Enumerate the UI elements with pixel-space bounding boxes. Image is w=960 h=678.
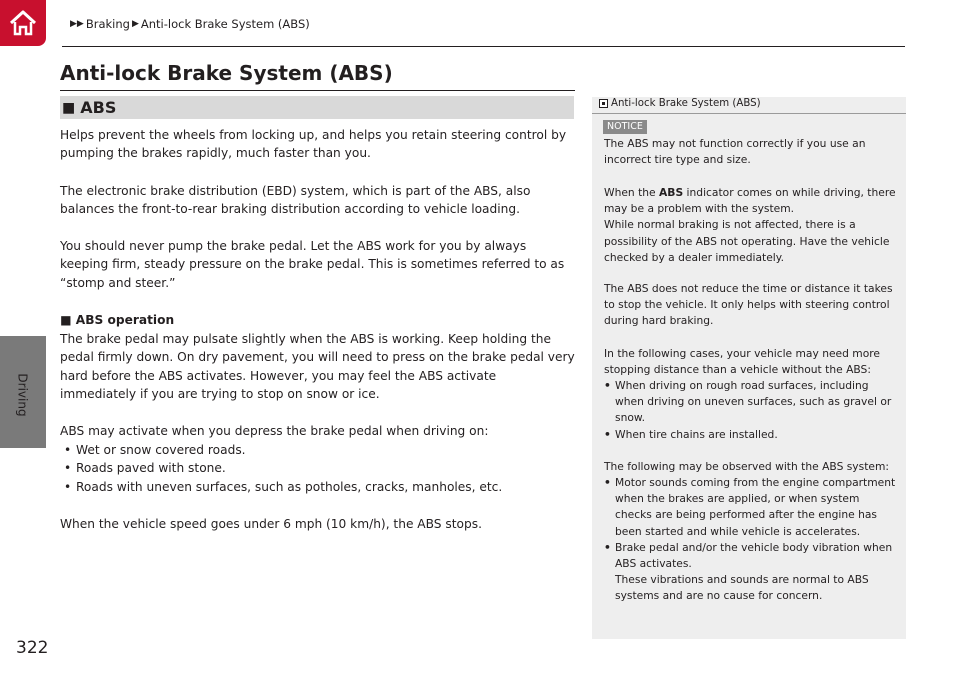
list-item [604,540,896,605]
sidebar-heading [599,98,761,109]
page-title: Anti-lock Brake System (ABS) [60,61,393,85]
indicator-text-post: indicator comes on while driving, there may be a problem with the system. [604,186,896,216]
title-divider [60,90,575,91]
list-item: • When driving on rough road surfaces, including when driving on uneven surfaces, such as gravel or snow. [604,378,896,427]
sidebar-paragraph [604,185,896,266]
section-heading-text: ABS [80,98,117,117]
abs-indicator-name: ABS [659,186,684,199]
breadcrumb-current: Anti-lock Brake System (ABS) [140,17,310,31]
body-paragraph: When the vehicle speed goes under 6 mph (10 km/h), the ABS stops. [60,517,482,531]
sidebar-paragraph: The following may be observed with the ABS system: [604,460,889,473]
list-item: • Roads paved with stone. [60,459,575,477]
indicator-text-pre: When the [604,186,660,199]
case-list [604,378,896,443]
sidebar-divider [592,113,906,114]
body-paragraph: The brake pedal may pulsate slightly when the ABS is working. Keep holding the pedal firmly down. On dry pavement, you will need to press on the brake pedal very hard before the ABS activates. However, you may feel the ABS activate immediately if you are trying to stop on snow or ice. [60,332,575,401]
observed-note: These vibrations and sounds are normal to ABS systems and are no cause for concern. [615,573,869,603]
triangle-right-icon: ▶▶ [70,19,84,29]
sidebar-paragraph: In the following cases, your vehicle may need more stopping distance than a vehicle without the ABS: [604,347,880,377]
body-paragraph: ABS may activate when you depress the brake pedal when driving on: [60,424,489,438]
notice-badge: NOTICE [603,120,647,134]
list-item: • When tire chains are installed. [604,427,896,443]
body-paragraph: You should never pump the brake pedal. Let the ABS work for you by always keeping firm, steady pressure on the brake pedal. This is sometimes referred to as “stomp and steer.” [60,239,565,290]
breadcrumb-link-braking[interactable]: Braking [85,17,130,31]
list-item-text: Brake pedal and/or the vehicle body vibration when ABS activates. [615,540,893,571]
breadcrumb [70,17,310,31]
black-square-icon: ■ [62,99,76,116]
condition-list [60,441,575,496]
black-square-icon: ■ [60,313,76,327]
subsection-heading-text: ABS operation [75,313,175,327]
sidebar-paragraph: While normal braking is not affected, there is a possibility of the ABS not operating. Have the vehicle checked by a dealer immediately. [604,218,890,264]
body-paragraph: The electronic brake distribution (EBD) system, which is part of the ABS, also balances the front-to-rear braking distribution according to vehicle loading. [60,184,531,217]
sidebar-paragraph: The ABS does not reduce the time or distance it takes to stop the vehicle. It only helps with steering control during hard braking. [604,282,893,328]
chapter-tab-label: Driving [16,373,31,417]
home-button[interactable] [0,0,46,46]
list-item: • Motor sounds coming from the engine compartment when the brakes are applied, or when system checks are being performed after the engine has been started and while vehicle is accelerates. [604,475,896,540]
observed-list [604,475,896,605]
list-item: • Wet or snow covered roads. [60,441,575,459]
reference-icon [599,99,608,108]
list-item: • Roads with uneven surfaces, such as potholes, cracks, manholes, etc. [60,478,575,496]
triangle-right-icon: ▶ [131,19,139,29]
page-number: 322 [16,638,49,658]
home-icon [8,9,38,37]
body-paragraph: Helps prevent the wheels from locking up, and helps you retain steering control by pumping the brakes rapidly, much faster than you. [60,128,567,161]
header-divider [62,46,905,47]
subsection-heading [60,311,575,329]
section-heading [60,96,574,119]
sidebar-heading-text: Anti-lock Brake System (ABS) [611,98,761,109]
notice-text: The ABS may not function correctly if you use an incorrect tire type and size. [604,137,866,167]
